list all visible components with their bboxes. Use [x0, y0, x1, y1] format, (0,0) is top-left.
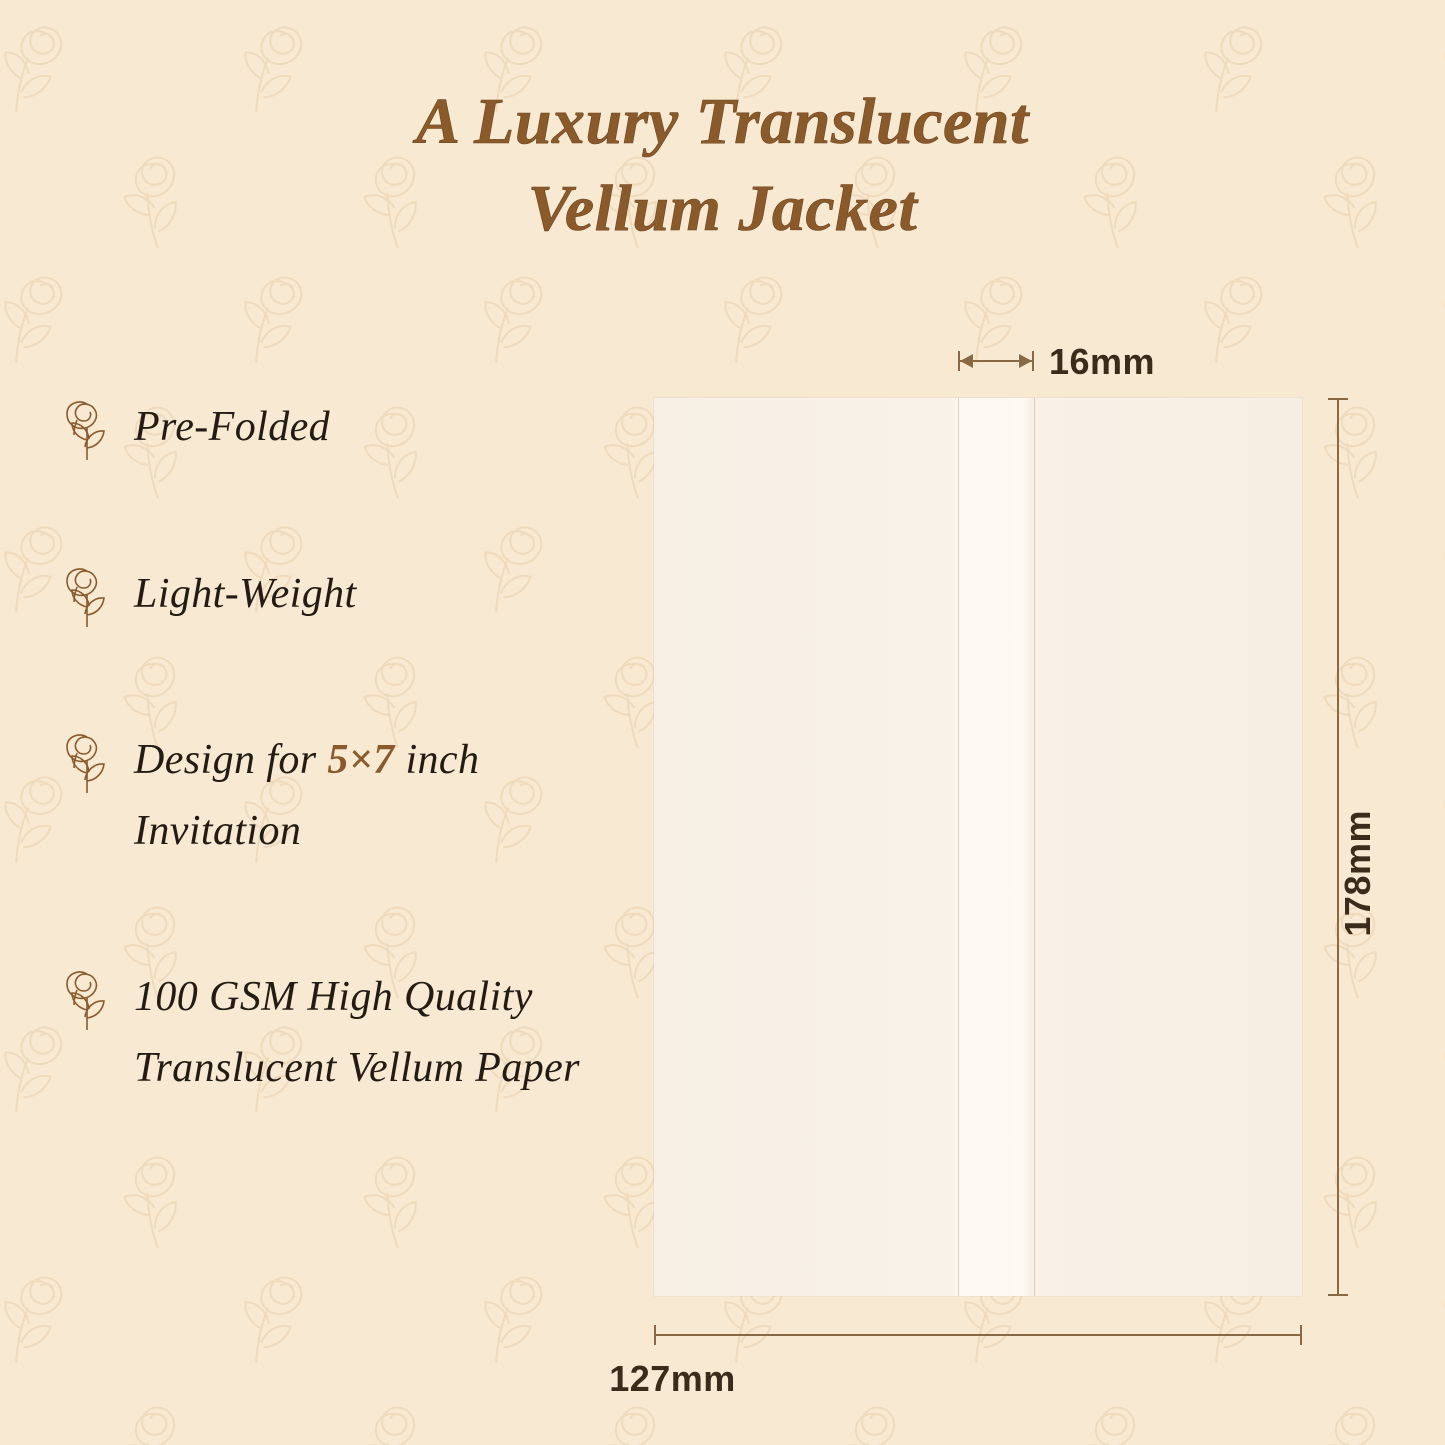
rose-icon	[60, 398, 114, 462]
fold-line-right	[1034, 398, 1035, 1296]
dimension-cap-right	[1032, 351, 1034, 371]
list-item	[60, 962, 640, 1103]
product-image	[654, 398, 1302, 1296]
rose-icon	[60, 565, 114, 629]
feature-label: Pre-Folded	[134, 404, 331, 450]
dimension-line-width	[654, 1334, 1302, 1336]
feature-label: Light-Weight	[134, 570, 357, 617]
dimension-cap-bottom-right	[1300, 1325, 1302, 1345]
rose-icon	[60, 731, 114, 795]
dimension-label-height: 178mm	[1337, 810, 1378, 937]
feature-text-after: inch Invitation	[134, 737, 480, 854]
feature-text-before: Design for	[134, 737, 328, 784]
dimension-arrow-left	[960, 354, 973, 368]
dimension-label-width: 127mm	[609, 1358, 736, 1399]
dimension-cap-bottom	[1328, 1294, 1348, 1296]
list-item	[60, 559, 640, 630]
dimension-label-flap-width: 16mm	[1049, 341, 1156, 382]
list-item	[60, 392, 640, 463]
feature-label-3	[134, 725, 640, 866]
feature-highlight-size: 5×7	[327, 737, 395, 784]
title-line-1: A Luxury Translucent	[416, 85, 1029, 158]
dimension-arrow-right	[1019, 354, 1032, 368]
feature-list	[60, 392, 640, 1103]
fold-line-left	[958, 398, 959, 1296]
title-line-2: Vellum Jacket	[527, 172, 918, 246]
feature-label: 100 GSM High Quality Translucent Vellum Paper	[134, 974, 580, 1091]
list-item	[60, 725, 640, 866]
page-title	[0, 78, 1445, 252]
rose-icon	[60, 968, 114, 1032]
dimension-cap-bottom-left	[654, 1325, 656, 1345]
dimension-cap-top	[1328, 398, 1348, 400]
